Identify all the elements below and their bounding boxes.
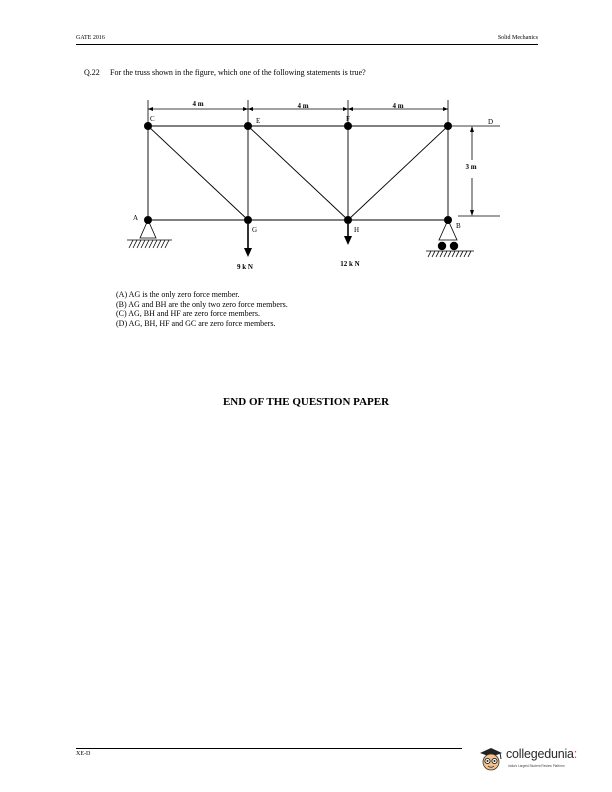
option-a: (A) AG is the only zero force member. xyxy=(116,290,240,299)
end-of-paper-heading: END OF THE QUESTION PAPER xyxy=(222,396,390,408)
load-arrow-g xyxy=(244,224,252,257)
joint-e xyxy=(244,122,252,130)
dim-label-span-2: 4 m xyxy=(297,102,309,110)
node-labels xyxy=(133,115,493,234)
load-arrow-h xyxy=(344,224,352,245)
footer-paper-code: XE-D xyxy=(76,751,91,757)
node-label-h: H xyxy=(354,226,360,234)
node-label-a: A xyxy=(133,214,139,222)
pin-support-a xyxy=(127,220,172,248)
dimension-arrows xyxy=(148,107,477,216)
load-label-g: 9 k N xyxy=(237,263,253,271)
load-label-h: 12 k N xyxy=(340,260,360,268)
joint-g xyxy=(244,216,252,224)
node-label-e: E xyxy=(256,117,261,125)
logo-accent-dot: : xyxy=(573,747,578,761)
option-c: (C) AG, BH and HF are zero force members. xyxy=(116,309,260,318)
header-subject: Solid Mechanics xyxy=(497,35,538,41)
collegedunia-tagline: India's Largest Student Review Platform xyxy=(508,764,565,768)
question-number: Q.22 xyxy=(84,68,100,77)
joint-f xyxy=(344,122,352,130)
header-exam-name: GATE 2016 xyxy=(76,35,105,41)
joint-c xyxy=(144,122,152,130)
option-d: (D) AG, BH, HF and GC are zero force members. xyxy=(116,318,276,328)
question-text: For the truss shown in the figure, which one of the following statements is true? xyxy=(110,68,366,77)
node-label-d: D xyxy=(488,118,494,126)
collegedunia-mascot-icon xyxy=(476,744,506,774)
member-eh xyxy=(248,126,348,220)
roller-support-b xyxy=(426,220,474,257)
joint-d xyxy=(444,122,452,130)
node-label-g: G xyxy=(252,226,258,234)
dim-label-span-1: 4 m xyxy=(192,100,204,108)
option-b: (B) AG and BH are the only two zero force members. xyxy=(116,299,288,309)
answer-options xyxy=(116,290,288,328)
dimension-lines xyxy=(148,100,500,216)
footer-rule xyxy=(76,748,462,749)
member-dh xyxy=(348,126,448,220)
truss-members xyxy=(148,126,448,220)
node-label-b: B xyxy=(456,222,461,230)
node-label-f: F xyxy=(346,115,350,123)
dim-label-span-3: 4 m xyxy=(392,102,404,110)
collegedunia-logo-text: collegedunia: xyxy=(506,747,578,761)
dim-label-height: 3 m xyxy=(465,163,477,171)
joint-h xyxy=(344,216,352,224)
member-cg xyxy=(148,126,248,220)
node-label-c: C xyxy=(150,115,155,123)
